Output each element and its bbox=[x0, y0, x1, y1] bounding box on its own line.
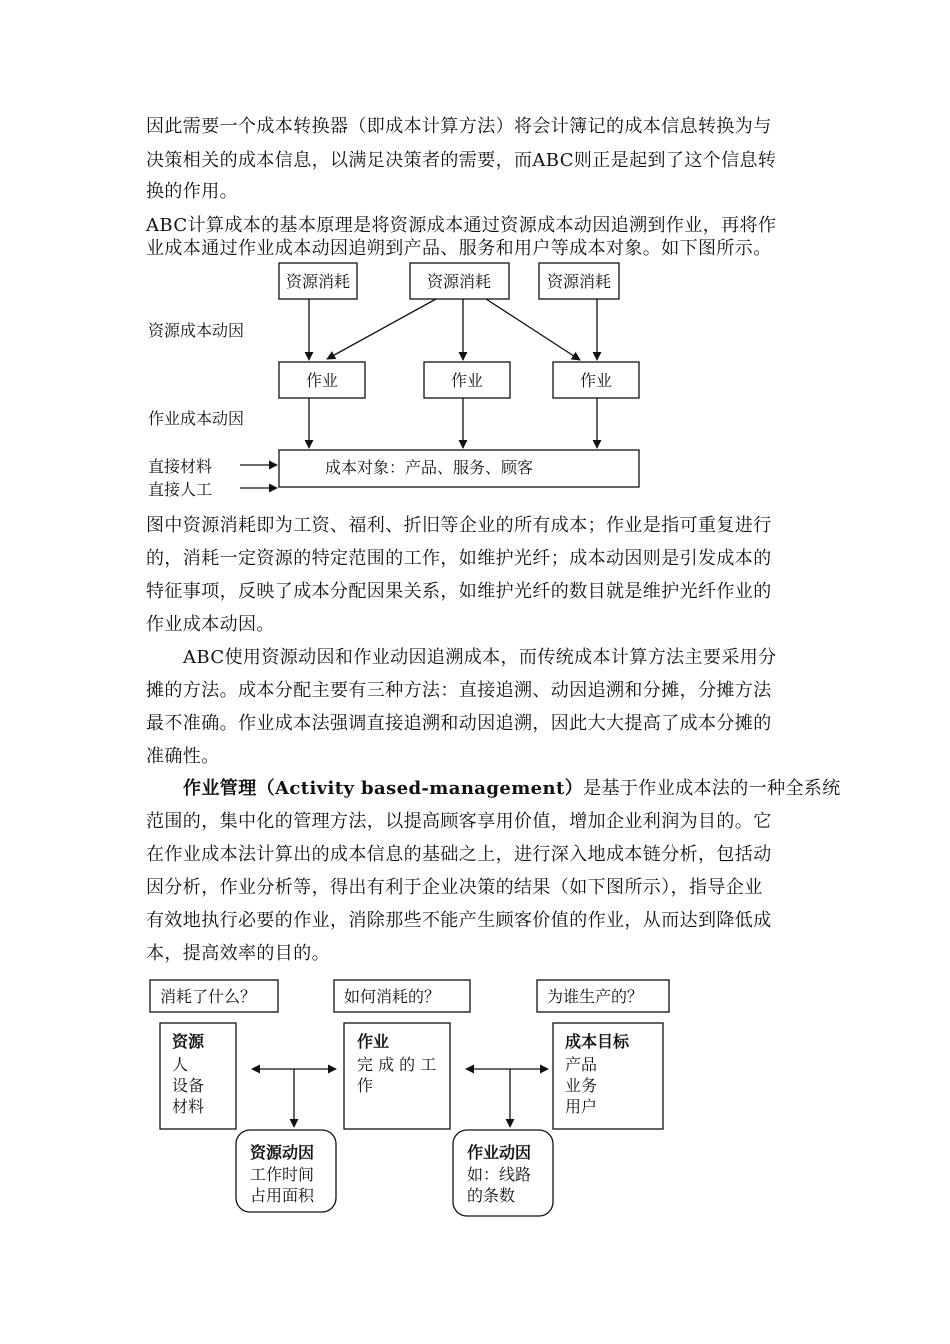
paragraph-5-line-6: 本，提高效率的目的。 bbox=[146, 943, 330, 964]
resource-driver-label: 资源成本动因 bbox=[148, 321, 245, 340]
question-what: 消耗了什么？ bbox=[160, 987, 257, 1006]
resource-title: 资源 bbox=[172, 1032, 205, 1051]
cost-target-item-product: 产品 bbox=[565, 1055, 598, 1074]
cost-target-item-service: 业务 bbox=[565, 1076, 598, 1095]
cost-object-label: 成本对象：产品、服务、顾客 bbox=[325, 458, 534, 477]
paragraph-5-line-4: 因分析，作业分析等，得出有利于企业决策的结果（如下图所示），指导企业 bbox=[146, 877, 763, 898]
resource-driver-title: 资源动因 bbox=[250, 1143, 315, 1162]
activity-item-2: 作 bbox=[357, 1076, 374, 1095]
resource-item-equipment: 设备 bbox=[172, 1076, 205, 1095]
question-how: 如何消耗的？ bbox=[344, 987, 441, 1006]
resource-driver-item-2: 占用面积 bbox=[250, 1186, 315, 1205]
activity-management-diagram bbox=[0, 960, 950, 1240]
paragraph-1-line-3: 换的作用。 bbox=[146, 181, 238, 202]
activity-box-3-label: 作业 bbox=[579, 371, 613, 390]
activity-box-1-label: 作业 bbox=[305, 371, 339, 390]
paragraph-5-line-1 bbox=[183, 777, 841, 801]
paragraph-4-line-1: ABC使用资源动因和作业动因追溯成本，而传统成本计算方法主要采用分 bbox=[183, 647, 777, 668]
activity-item-1: 完 成 的 工 bbox=[357, 1055, 437, 1074]
activity-driver-title: 作业动因 bbox=[467, 1143, 532, 1162]
direct-labor-label: 直接人工 bbox=[148, 480, 213, 499]
cost-target-item-user: 用户 bbox=[565, 1097, 598, 1116]
question-whom: 为谁生产的？ bbox=[547, 987, 644, 1006]
paragraph-5-line-2: 范围的，集中化的管理方法，以提高顾客享用价值，增加企业利润为目的。它 bbox=[146, 811, 772, 832]
resource-item-material: 材料 bbox=[172, 1097, 205, 1116]
abm-term: 作业管理（Activity based-management） bbox=[183, 778, 584, 799]
activity-driver-item-2: 的条数 bbox=[467, 1186, 516, 1205]
arrow-resource2-activity1 bbox=[327, 299, 436, 359]
resource-box-1-label: 资源消耗 bbox=[285, 272, 351, 291]
cost-target-title: 成本目标 bbox=[565, 1032, 630, 1051]
paragraph-2-line-2: 业成本通过作业成本动因追朔到产品、服务和用户等成本对象。如下图所示。 bbox=[146, 238, 772, 259]
paragraph-3-line-4: 作业成本动因。 bbox=[146, 614, 275, 635]
paragraph-2-line-1: ABC计算成本的基本原理是将资源成本通过资源成本动因追溯到作业，再将作 bbox=[146, 215, 777, 236]
direct-material-label: 直接材料 bbox=[148, 457, 213, 476]
activity-title: 作业 bbox=[357, 1032, 390, 1051]
resource-box-2-label: 资源消耗 bbox=[426, 272, 492, 291]
activity-driver-label: 作业成本动因 bbox=[148, 409, 245, 428]
paragraph-4-line-3: 最不准确。作业成本法强调直接追溯和动因追溯，因此大大提高了成本分摊的 bbox=[146, 713, 772, 734]
paragraph-5-line-3: 在作业成本法计算出的成本信息的基础之上，进行深入地成本链分析，包括动 bbox=[146, 844, 772, 865]
paragraph-3-line-3: 特征事项，反映了成本分配因果关系，如维护光纤的数目就是维护光纤作业的 bbox=[146, 581, 772, 602]
paragraph-3-line-1: 图中资源消耗即为工资、福利、折旧等企业的所有成本；作业是指可重复进行 bbox=[146, 515, 772, 536]
resource-box-3-label: 资源消耗 bbox=[546, 272, 612, 291]
paragraph-1-line-2: 决策相关的成本信息，以满足决策者的需要，而ABC则正是起到了这个信息转 bbox=[146, 150, 777, 171]
paragraph-4-line-2: 摊的方法。成本分配主要有三种方法：直接追溯、动因追溯和分摊，分摊方法 bbox=[146, 680, 772, 701]
activity-box-2-label: 作业 bbox=[450, 371, 484, 390]
resource-item-person: 人 bbox=[172, 1055, 189, 1074]
paragraph-5-line-5: 有效地执行必要的作业，消除那些不能产生顾客价值的作业，从而达到降低成 bbox=[146, 910, 772, 931]
paragraph-5-line-1-rest: 是基于作业成本法的一种全系统 bbox=[583, 778, 841, 799]
resource-driver-item-1: 工作时间 bbox=[250, 1165, 315, 1184]
arrow-resource2-activity3 bbox=[486, 299, 580, 360]
activity-driver-item-1: 如：线路 bbox=[467, 1165, 532, 1184]
abc-principle-diagram bbox=[0, 0, 950, 500]
paragraph-1-line-1: 因此需要一个成本转换器（即成本计算方法）将会计簿记的成本信息转换为与 bbox=[146, 116, 772, 137]
paragraph-4-line-4: 准确性。 bbox=[146, 746, 220, 767]
paragraph-3-line-2: 的，消耗一定资源的特定范围的工作，如维护光纤；成本动因则是引发成本的 bbox=[146, 548, 772, 569]
